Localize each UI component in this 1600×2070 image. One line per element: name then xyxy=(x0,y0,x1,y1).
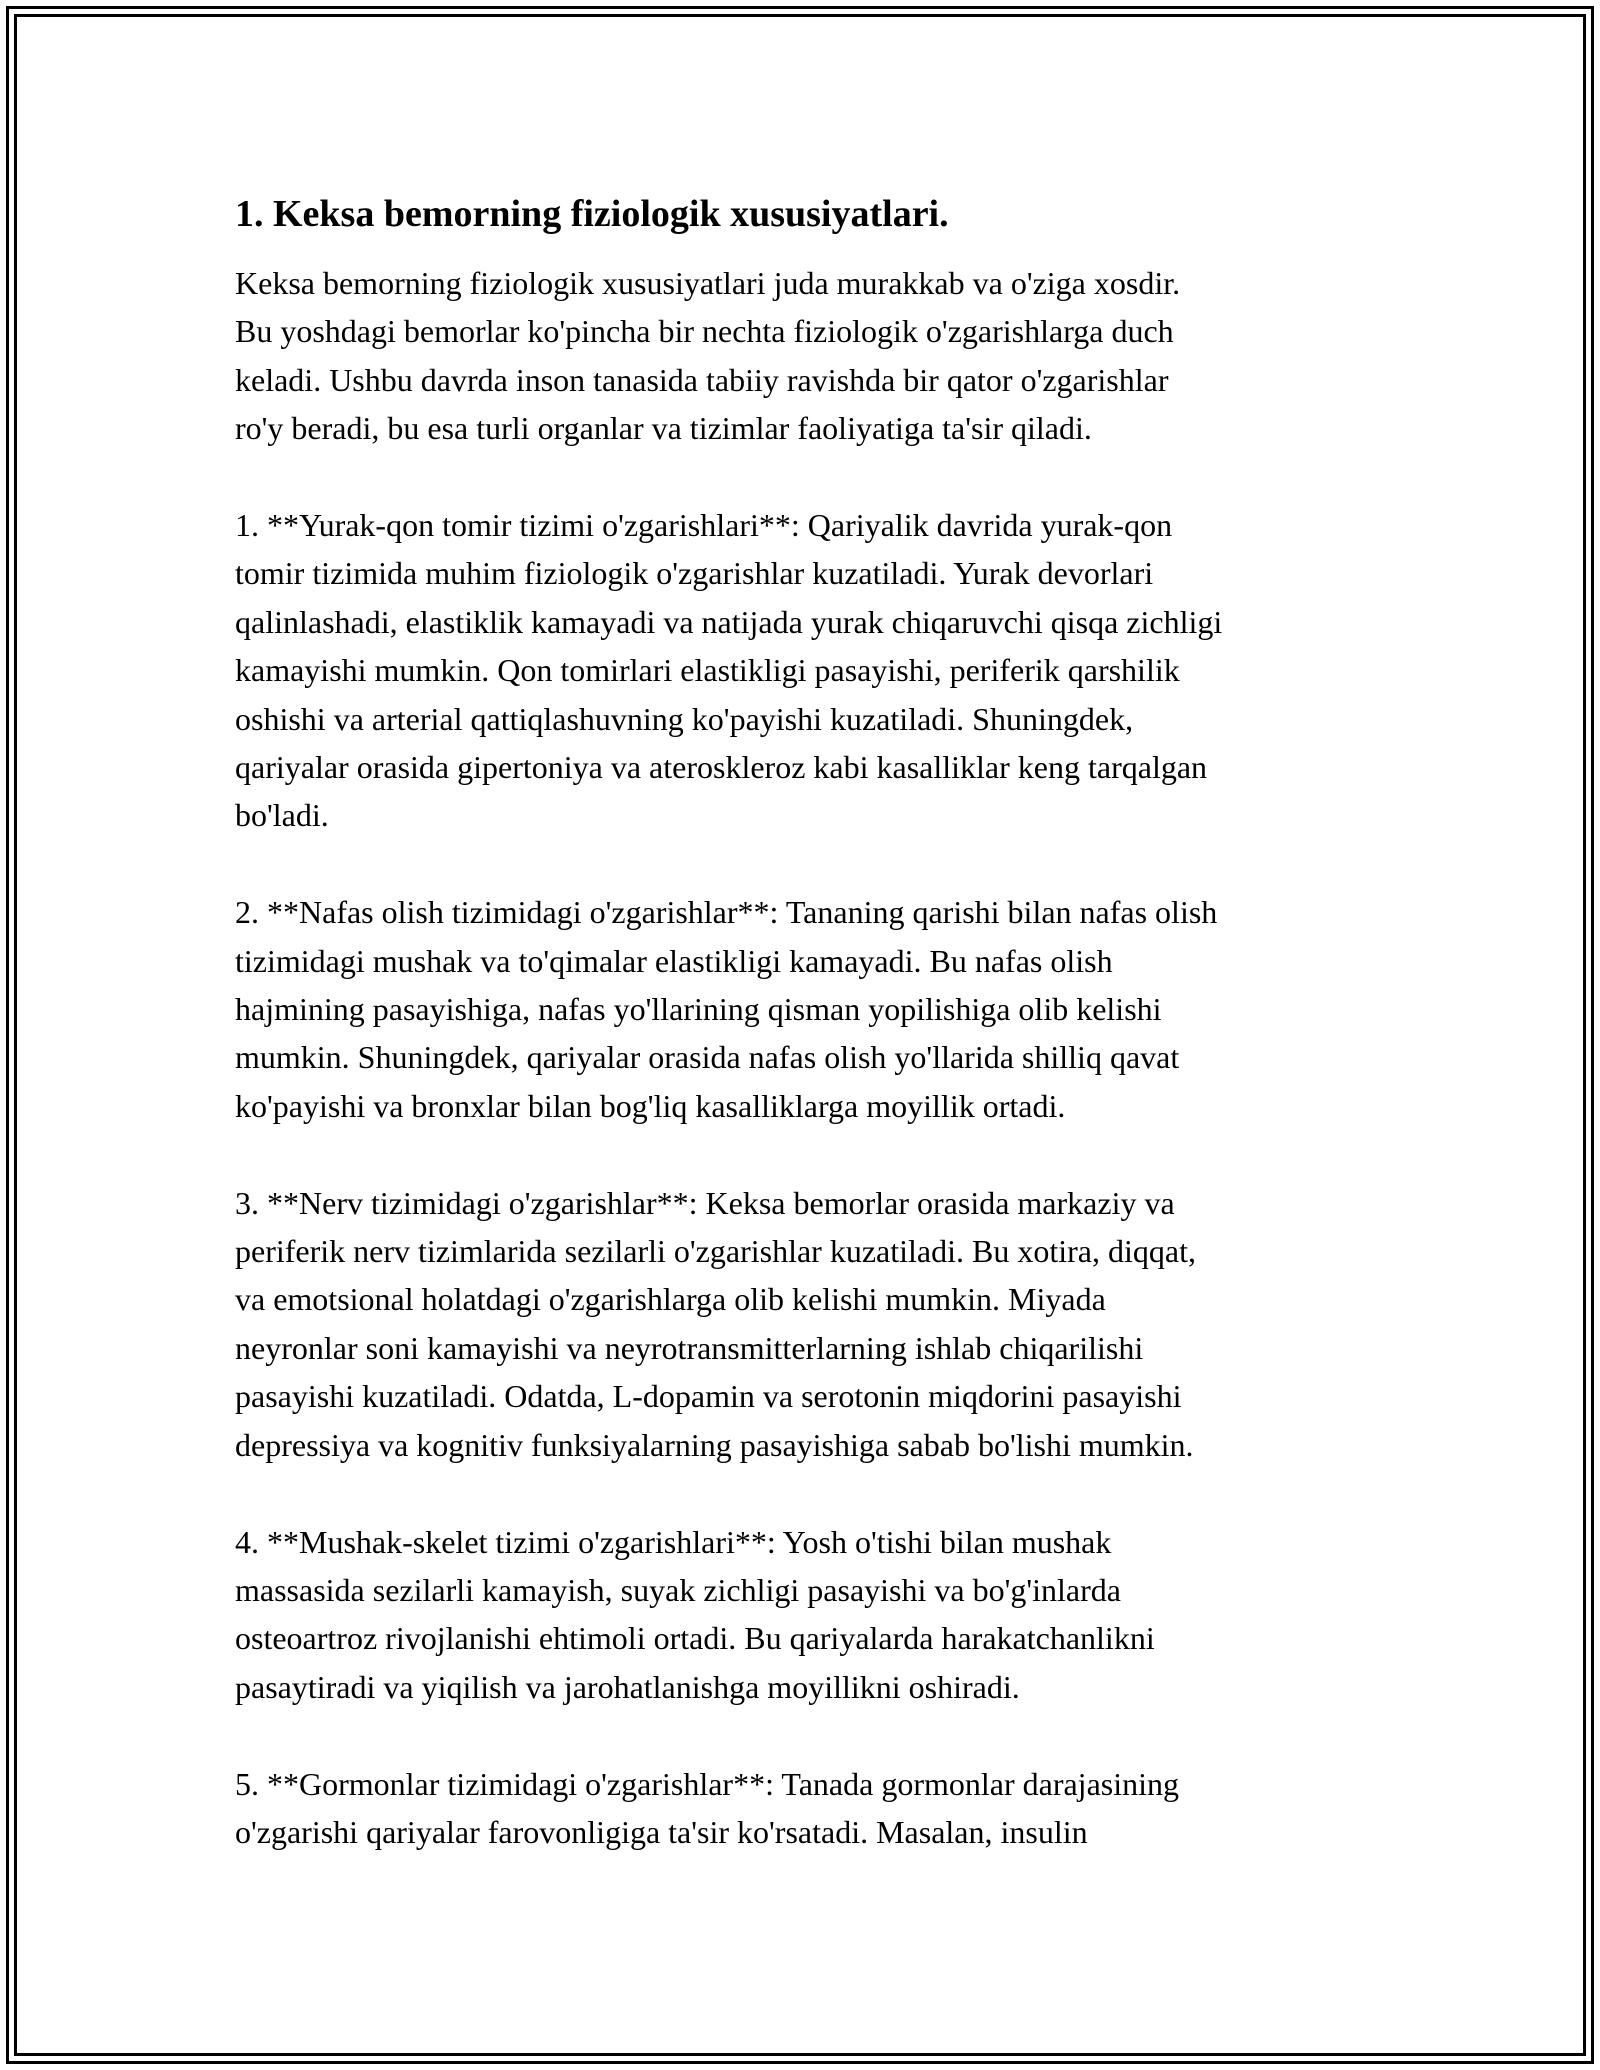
paragraph-musculoskeletal: 4. **Mushak-skelet tizimi o'zgarishlari**: Yosh o'tishi bilan mushak massasida sezilarli kamayish, suyak zichligi pasayishi va bo'g'inlarda osteoartroz rivojlanishi ehtimoli ortadi. Bu qariyalarda harakatchanlikni pasaytiradi va yiqilish va jarohatlanishga moyillikni oshiradi. xyxy=(235,1523,1155,1705)
document-title: 1. Keksa bemorning fiziologik xususiyatlari. xyxy=(235,193,949,235)
paragraph-respiratory: 2. **Nafas olish tizimidagi o'zgarishlar**: Tananing qarishi bilan nafas olish tizimidagi mushak va to'qimalar elastikligi kamayadi. Bu nafas olish hajmining pasayishiga, nafas yo'llarining qisman yopilishiga olib kelishi mumkin. Shuningdek, qariyalar orasida nafas olish yo'llarida shilliq qavat ko'payishi va bronxlar bilan bog'liq kasalliklarga moyillik ortadi. xyxy=(235,894,1218,1124)
paragraph-cardiovascular: 1. **Yurak-qon tomir tizimi o'zgarishlari**: Qariyalik davrida yurak-qon tomir tizimida muhim fiziologik o'zgarishlar kuzatiladi. Yurak devorlari qalinlashadi, elastiklik kamayadi va natijada yurak chiqaruvchi qisqa zichligi kamayishi mumkin. Qon tomirlari elastikligi pasayishi, periferik qarshilik oshishi va arterial qattiqlashuvning ko'payishi kuzatiladi. Shuningdek, qariyalar orasida gipertoniya va ateroskleroz kabi kasalliklar keng tarqalgan bo'ladi. xyxy=(235,507,1223,834)
document-body xyxy=(235,185,1395,1856)
intro-paragraph: Keksa bemorning fiziologik xususiyatlari juda murakkab va o'ziga xosdir. Bu yoshdagi bemorlar ko'pincha bir nechta fiziologik o'zgarishlarga duch keladi. Ushbu davrda inson tanasida tabiiy ravishda bir qator o'zgarishlar ro'y beradi, bu esa turli organlar va tizimlar faoliyatiga ta'sir qiladi. xyxy=(235,265,1181,447)
paragraph-hormonal: 5. **Gormonlar tizimidagi o'zgarishlar**: Tanada gormonlar darajasining o'zgarishi qariyalar farovonligiga ta'sir ko'rsatadi. Masalan, insulin xyxy=(235,1765,1179,1850)
paragraph-nervous: 3. **Nerv tizimidagi o'zgarishlar**: Keksa bemorlar orasida markaziy va periferik nerv tizimlarida sezilarli o'zgarishlar kuzatiladi. Bu xotira, diqqat, va emotsional holatdagi o'zgarishlarga olib kelishi mumkin. Miyada neyronlar soni kamayishi va neyrotransmitterlarning ishlab chiqarilishi pasayishi kuzatiladi. Odatda, L-dopamin va serotonin miqdorini pasayishi depressiya va kognitiv funksiyalarning pasayishiga sabab bo'lishi mumkin. xyxy=(235,1184,1196,1463)
